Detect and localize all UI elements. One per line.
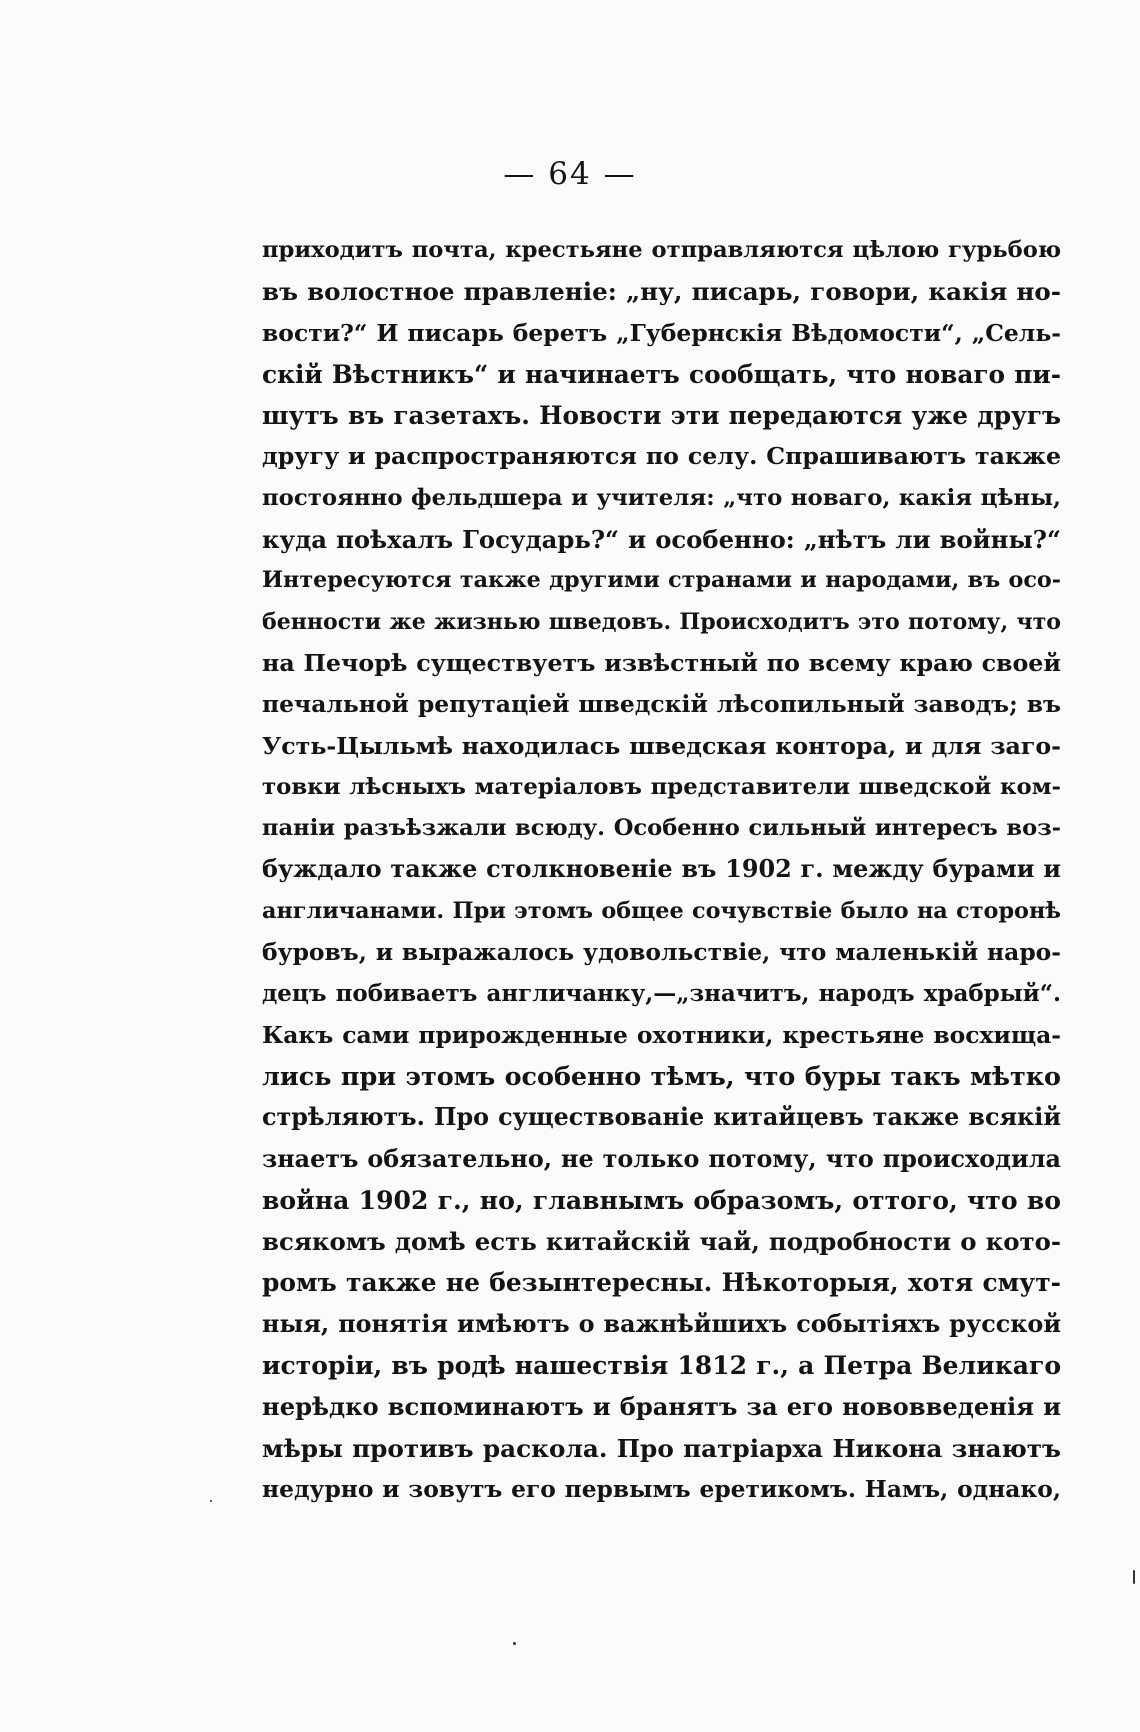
text-line: на Печорѣ существуетъ извѣстный по всему краю своей	[262, 648, 1061, 677]
text-line: знаетъ обязательно, не только потому, что происходила	[262, 1144, 1061, 1173]
text-line: печальной репутаціей шведскій лѣсопильный заводъ; въ	[262, 690, 1061, 719]
text-line: куда поѣхалъ Государь?“ и особенно: „нѣтъ ли войны?“	[262, 525, 1061, 555]
scan-speck	[210, 1500, 212, 1502]
text-line: Какъ сами прирожденные охотники, крестьяне восхища-	[262, 1020, 1061, 1049]
text-line: нерѣдко вспоминаютъ и бранятъ за его нововведенія и	[262, 1392, 1061, 1422]
text-line: бенности же жизнью шведовъ. Происходитъ это потому, что	[262, 608, 1061, 635]
text-line: другу и распространяются по селу. Спрашиваютъ также	[262, 442, 1061, 471]
text-line: война 1902 г., но, главнымъ образомъ, оттого, что во	[262, 1184, 1061, 1215]
text-line: вости?“ И писарь беретъ „Губернскія Вѣдомости“, „Сель-	[262, 318, 1061, 347]
page-number: — 64 —	[503, 156, 637, 192]
text-line: скій Вѣстникъ“ и начинаетъ сообщать, что новаго пи-	[262, 359, 1061, 389]
text-line: Усть-Цыльмѣ находилась шведская контора, и для заго-	[262, 731, 1061, 760]
text-line: въ волостное правленіе: „ну, писарь, говори, какія но-	[262, 277, 1061, 307]
text-line: англичанами. При этомъ общее сочувствіе было на сторонѣ	[262, 897, 1061, 924]
text-line: исторіи, въ родѣ нашествія 1812 г., а Петра Великаго	[262, 1351, 1061, 1381]
text-line: ныя, понятія имѣютъ о важнѣйшихъ событіяхъ русской	[262, 1309, 1061, 1338]
text-line: буровъ, и выражалось удовольствіе, что маленькій наро-	[262, 938, 1061, 967]
text-line: недурно и зовутъ его первымъ еретикомъ. Намъ, однако,	[262, 1474, 1061, 1503]
text-line: всякомъ домѣ есть китайскій чай, подробности о кото-	[262, 1227, 1061, 1257]
text-line: стрѣляютъ. Про существованіе китайцевъ также всякій	[262, 1103, 1061, 1132]
text-line: мѣры противъ раскола. Про патріарха Никона знаютъ	[262, 1433, 1061, 1463]
text-line: товки лѣсныхъ матеріаловъ представители шведской ком-	[262, 773, 1061, 800]
scan-speck	[1133, 1570, 1135, 1584]
text-line: ромъ также не безынтересны. Нѣкоторыя, хотя смут-	[262, 1268, 1061, 1298]
text-line: шутъ въ газетахъ. Новости эти передаются уже другъ	[262, 401, 1061, 431]
text-line: паніи разъѣзжали всюду. Особенно сильный интересъ воз-	[262, 815, 1061, 842]
text-line: Интересуются также другими странами и народами, въ осо-	[262, 567, 1061, 594]
text-line: постоянно фельдшера и учителя: „что новаго, какія цѣны,	[262, 484, 1061, 511]
body-text	[262, 230, 1061, 1510]
text-line: буждало также столкновеніе въ 1902 г. между бурами и	[262, 855, 1061, 884]
scan-speck	[513, 1642, 516, 1645]
text-line: лись при этомъ особенно тѣмъ, что буры такъ мѣтко	[262, 1060, 1061, 1091]
text-line: приходитъ почта, крестьяне отправляются цѣлою гурьбою	[262, 237, 1061, 263]
text-line: децъ побиваетъ англичанку,—„значитъ, народъ храбрый“.	[262, 980, 1061, 1008]
